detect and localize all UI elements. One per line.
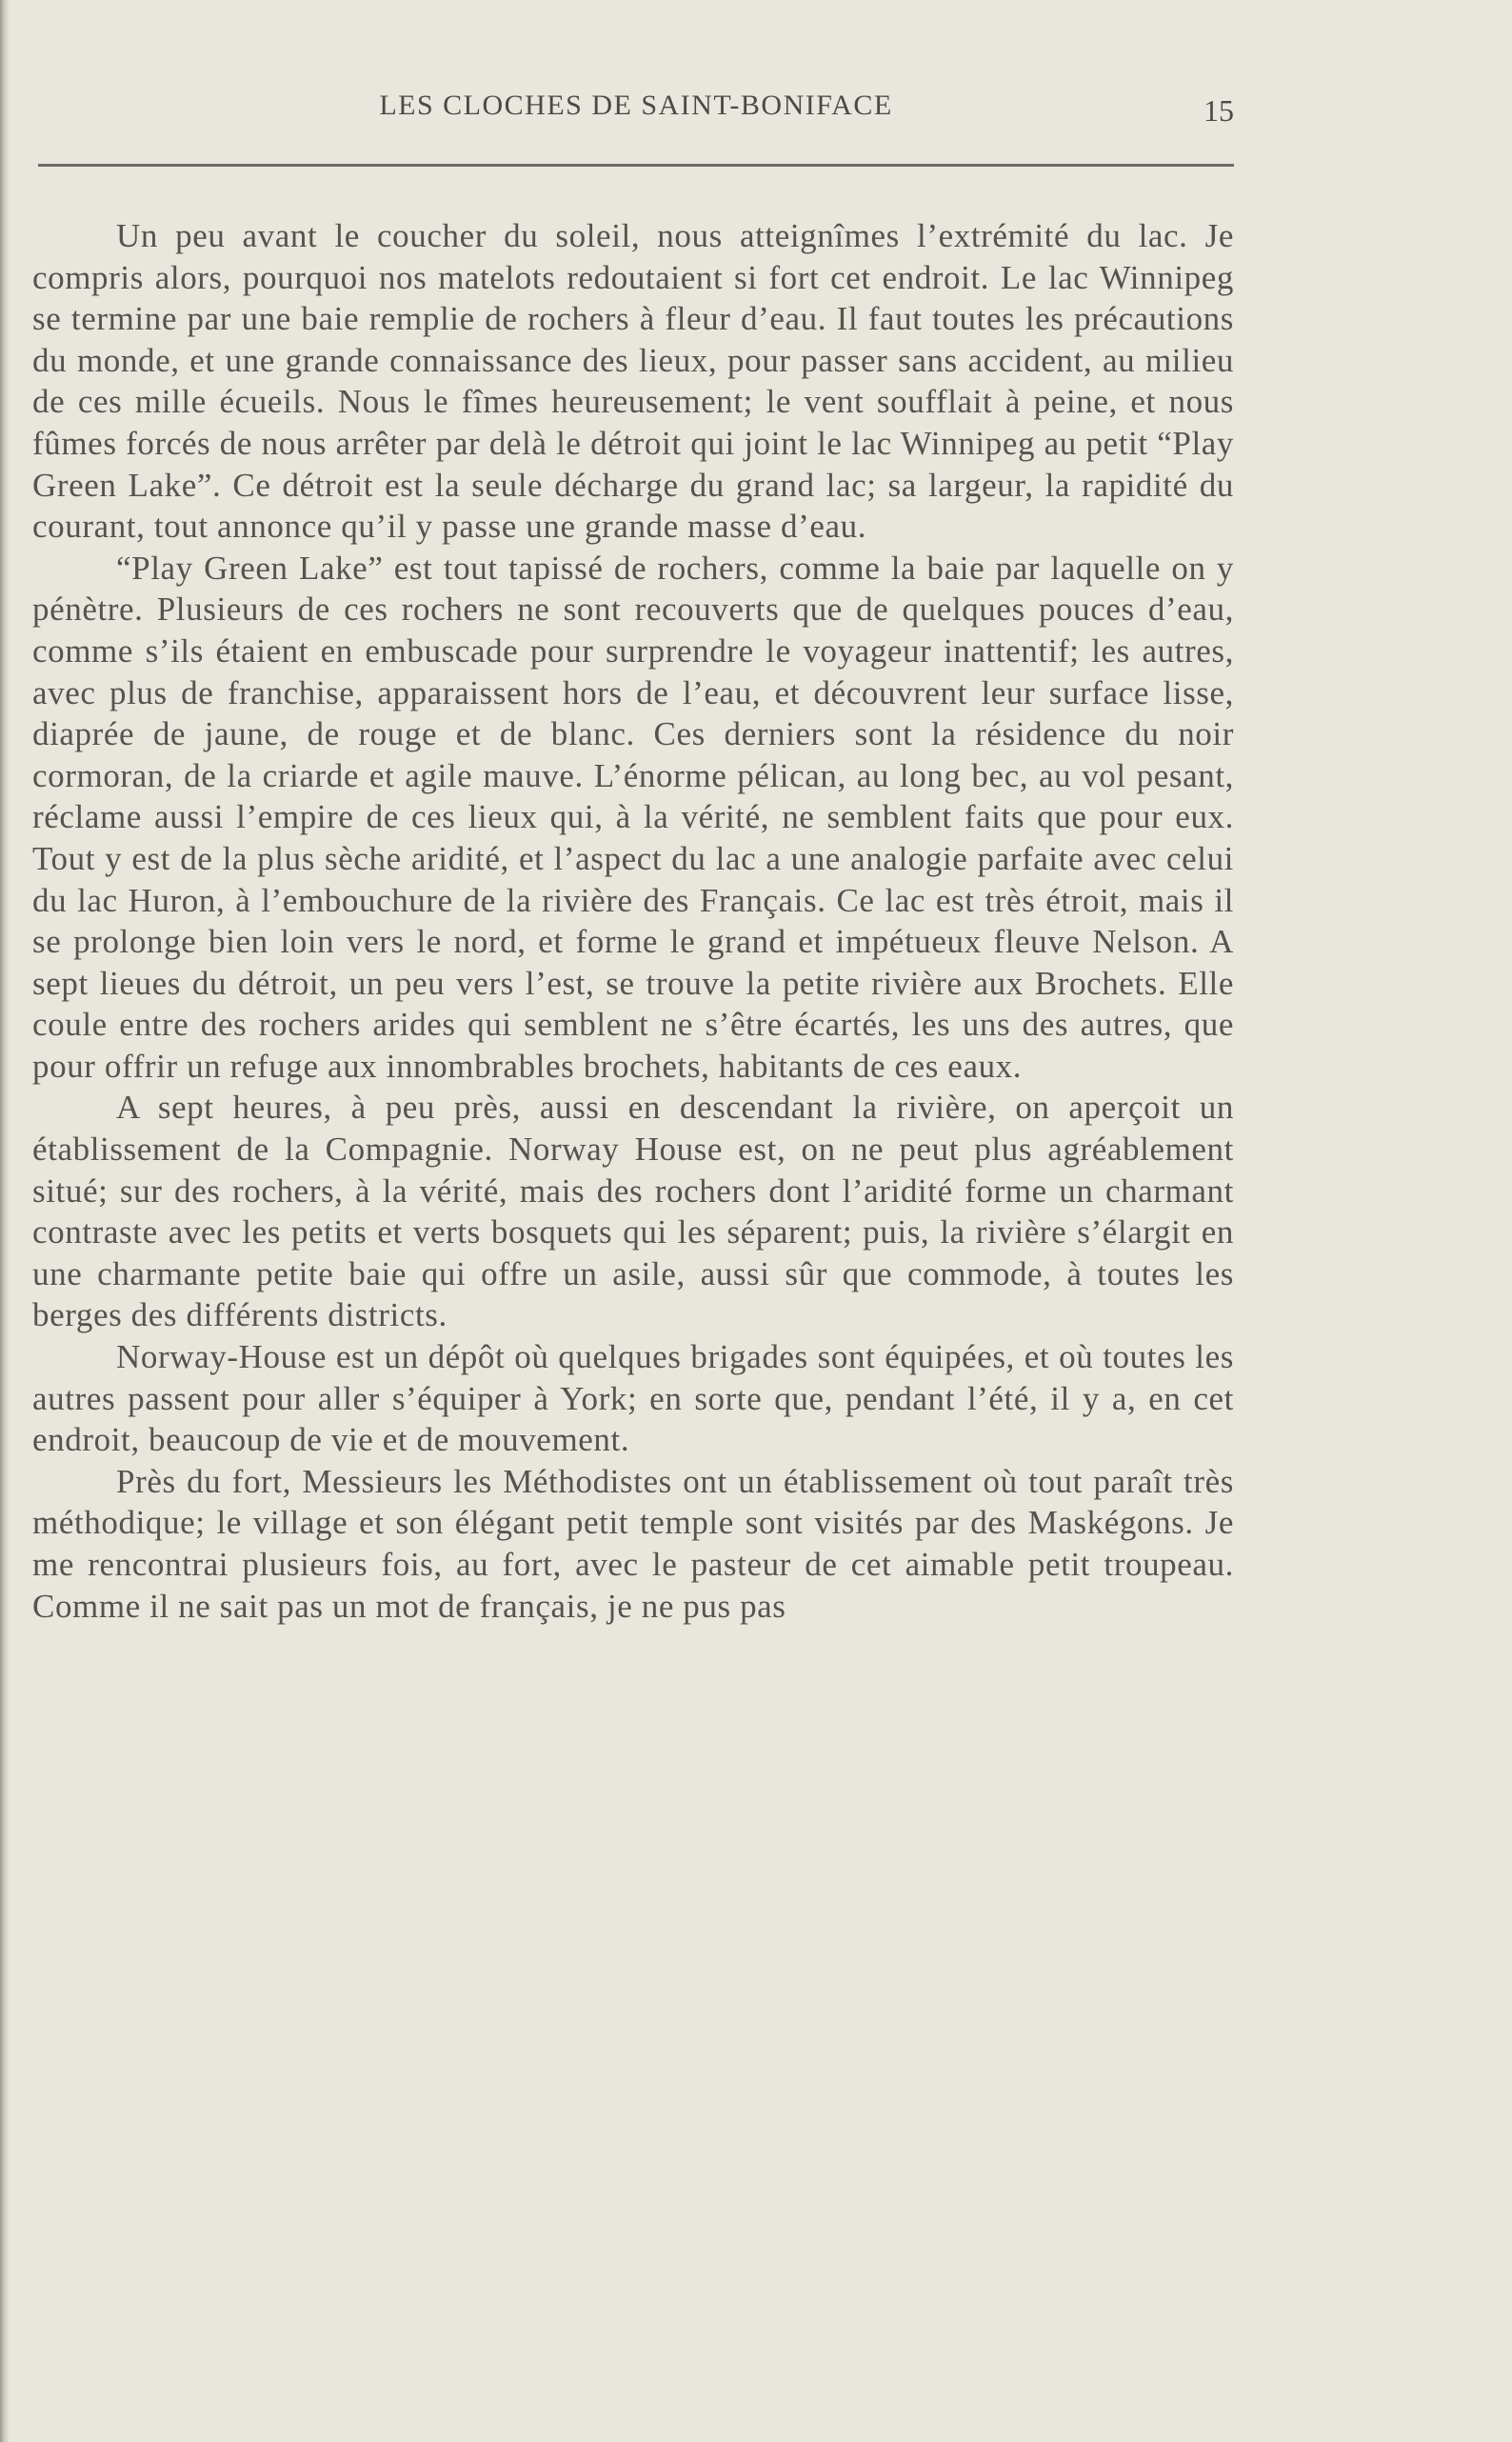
page-number: 15	[1204, 93, 1234, 128]
page-binding-edge	[0, 0, 10, 2442]
paragraph: Norway-House est un dépôt où quelques brigades sont équipées, et où toutes les autres passent pour aller s’équiper à York; en sorte que, pendant l’été, il y a, en cet endroit, beaucoup de vie et de mouvement.	[32, 1338, 1234, 1459]
running-title: LES CLOCHES DE SAINT-BONIFACE	[379, 90, 893, 121]
paragraph: A sept heures, à peu près, aussi en descendant la rivière, on aperçoit un établissement de la Compagnie. Norway House est, on ne peut plus agréablement situé; sur des rochers, à la vérité, mais des rochers dont l’aridité forme un charmant contraste avec les petits et verts bosquets qui les séparent; puis, la rivière s’élargit en une charmante petite baie qui offre un asile, aussi sûr que commode, à toutes les berges des différents districts.	[32, 1089, 1234, 1334]
paragraph: Près du fort, Messieurs les Méthodistes ont un établissement où tout paraît très méthodique; le village et son élégant petit temple sont visités par des Maskégons. Je me rencontrai plusieurs fois, au fort, avec le pasteur de cet aimable petit troupeau. Comme il ne sait pas un mot de français, je ne pus pas	[32, 1462, 1234, 1625]
header-rule	[38, 164, 1234, 167]
paragraph: Un peu avant le coucher du soleil, nous atteignîmes l’extrémité du lac. Je compris alors, pourquoi nos matelots redoutaient si fort cet endroit. Le lac Winnipeg se termine par une baie remplie de rochers à fleur d’eau. Il faut toutes les précautions du monde, et une grande connaissance des lieux, pour passer sans accident, au milieu de ces mille écueils. Nous le fîmes heureusement; le vent soufflait à peine, et nous fûmes forcés de nous arrêter par delà le détroit qui joint le lac Winnipeg au petit “Play Green Lake”. Ce détroit est la seule décharge du grand lac; sa largeur, la rapidité du courant, tout annonce qu’il y passe une grande masse d’eau.	[32, 217, 1234, 546]
running-header	[38, 90, 1234, 137]
body-text	[32, 215, 1234, 1627]
paragraph: “Play Green Lake” est tout tapissé de rochers, comme la baie par laquelle on y pénètre. Plusieurs de ces rochers ne sont recouverts que de quelques pouces d’eau, comme s’ils étaient en embuscade pour surprendre le voyageur inattentif; les autres, avec plus de franchise, apparaissent hors de l’eau, et découvrent leur surface lisse, diaprée de jaune, de rouge et de blanc. Ces derniers sont la résidence du noir cormoran, de la criarde et agile mauve. L’énorme pélican, au long bec, au vol pesant, réclame aussi l’empire de ces lieux qui, à la vérité, ne semblent faits que pour eux. Tout y est de la plus sèche aridité, et l’aspect du lac a une analogie parfaite avec celui du lac Huron, à l’embouchure de la rivière des Français. Ce lac est très étroit, mais il se prolonge bien loin vers le nord, et forme le grand et impétueux fleuve Nelson. A sept lieues du détroit, un peu vers l’est, se trouve la petite rivière aux Brochets. Elle coule entre des rochers arides qui semblent ne s’être écartés, les uns des autres, que pour offrir un refuge aux innombrables brochets, habitants de ces eaux.	[32, 549, 1234, 1085]
